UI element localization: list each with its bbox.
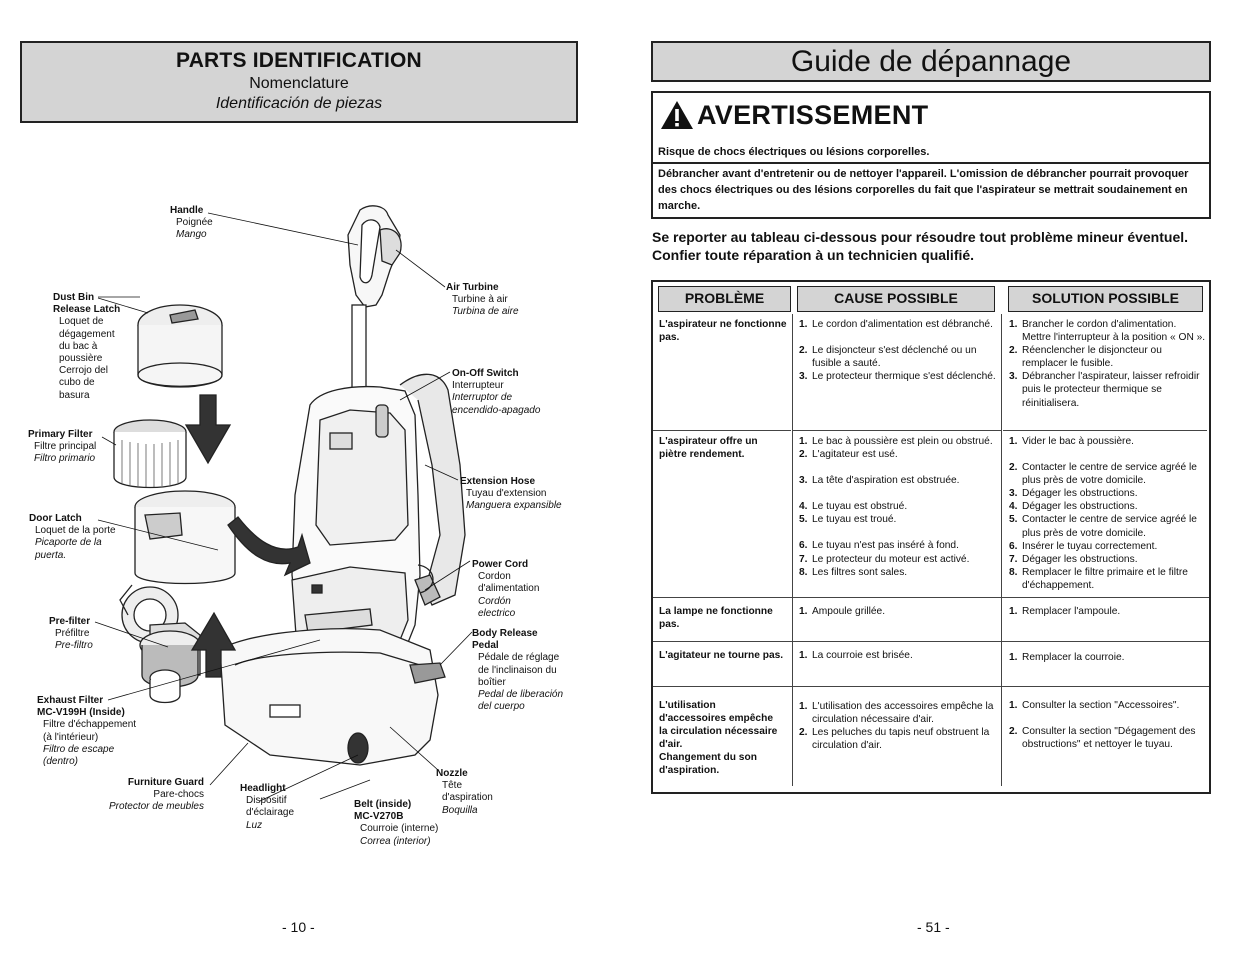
- list-item: 3. Dégager les obstructions.: [1009, 488, 1138, 500]
- label-headlight: Headlight Dispositif d'éclairage Luz: [240, 783, 295, 831]
- list-item: 7. Le protecteur du moteur est activé.: [799, 553, 970, 565]
- label-door-latch: Door Latch Loquet de la porte Picaporte de la puerta.: [29, 513, 116, 561]
- page-title: Guide de dépannage: [651, 41, 1211, 82]
- row-divider: [653, 641, 1209, 642]
- list-item: 3. Le protecteur thermique s'est déclenché.: [799, 371, 996, 383]
- vacuum-parts-diagram: [20, 195, 590, 860]
- column-divider: [792, 314, 793, 786]
- list-item: 2. L'agitateur est usé.: [799, 449, 898, 461]
- column-divider: [1001, 314, 1002, 786]
- page-number-right: - 51 -: [917, 919, 950, 935]
- label-power-cord: Power Cord Cordon d'alimentation Cordón electrico: [472, 559, 540, 619]
- row-divider: [1003, 430, 1207, 431]
- label-body-release-pedal: Body Release Pedal Pédale de réglage de l'inclinaison du boîtier Pedal de liberación del cuerpo: [472, 628, 564, 713]
- row1-problem: L'aspirateur ne fonctionne pas.: [659, 319, 787, 344]
- list-item: 3. Débrancher l'aspirateur, laisser refroidir puis le protecteur thermique se réinitialisera.: [1009, 371, 1200, 409]
- label-on-off-switch: On-Off Switch Interrupteur Interruptor de encendido-apagado: [452, 368, 541, 416]
- parts-subtitle-es: Identificación de piezas: [215, 95, 383, 112]
- list-item: 1. Remplacer l'ampoule.: [1009, 606, 1121, 617]
- parts-title: PARTS IDENTIFICATION: [176, 49, 422, 72]
- header-probleme: PROBLÈME: [658, 286, 791, 312]
- list-item: 4. Dégager les obstructions.: [1009, 501, 1138, 513]
- list-item: 2. Consulter la section "Dégagement des obstructions" et nettoyer le tuyau.: [1009, 726, 1196, 751]
- row4-problem: L'agitateur ne tourne pas.: [659, 650, 784, 661]
- page-number-left: - 10 -: [282, 919, 315, 935]
- list-item: 6. Le tuyau n'est pas inséré à fond.: [799, 540, 959, 552]
- warning-box: [651, 91, 1211, 219]
- list-item: 8. Les filtres sont sales.: [799, 566, 908, 578]
- label-air-turbine: Air Turbine Turbine à air Turbina de aire: [446, 282, 519, 318]
- row-divider: [653, 686, 1209, 687]
- list-item: 6. Insérer le tuyau correctement.: [1009, 540, 1158, 552]
- row5-problem: L'utilisation d'accessoires empêche la circulation nécessaire d'air. Changement du son d'aspiration.: [659, 700, 778, 777]
- label-extension-hose: Extension Hose Tuyau d'extension Manguera expansible: [460, 476, 562, 512]
- list-item: 1. L'utilisation des accessoires empêche la circulation nécessaire d'air.: [799, 701, 994, 726]
- list-item: 8. Remplacer le filtre primaire et le filtre d'échappement.: [1009, 566, 1188, 591]
- label-nozzle: Nozzle Tête d'aspiration Boquilla: [436, 768, 493, 816]
- label-exhaust-filter: Exhaust Filter MC-V199H (Inside) Filtre d'échappement (à l'intérieur) Filtro de escape (dentro): [37, 695, 137, 768]
- list-item: 2. Réenclencher le disjoncteur ou remplacer le fusible.: [1009, 345, 1162, 370]
- header-cause: CAUSE POSSIBLE: [797, 286, 995, 312]
- label-pre-filter: Pre-filter Préfiltre Pre-filtro: [49, 616, 93, 652]
- parts-subtitle-fr: Nomenclature: [249, 75, 349, 92]
- label-handle: Handle Poignée Mango: [170, 205, 213, 241]
- row3-solutions: [1009, 605, 1207, 618]
- list-item: 1. Le bac à poussière est plein ou obstrué.: [799, 436, 993, 447]
- warning-risk: Risque de chocs électriques ou lésions corporelles.: [658, 146, 930, 158]
- label-dust-bin-release-latch: Dust Bin Release Latch Loquet de dégagement du bac à poussière Cerrojo del cubo de basura: [53, 292, 121, 401]
- list-item: 5. Contacter le centre de service agréé le plus près de votre domicile.: [1009, 514, 1197, 539]
- list-item: 1. Ampoule grillée.: [799, 606, 886, 617]
- row2-problem: L'aspirateur offre un piètre rendement.: [659, 436, 758, 461]
- row5-solutions: [1009, 699, 1207, 751]
- parts-identification-header: [20, 41, 578, 123]
- list-item: 2. Contacter le centre de service agréé le plus près de votre domicile.: [1009, 462, 1197, 487]
- header-solution: SOLUTION POSSIBLE: [1008, 286, 1203, 312]
- row3-problem: La lampe ne fonctionne pas.: [659, 606, 773, 631]
- list-item: 1. La courroie est brisée.: [799, 650, 913, 661]
- label-primary-filter: Primary Filter Filtre principal Filtro primario: [28, 429, 97, 465]
- row4-causes: [799, 649, 999, 662]
- row5-causes: [799, 700, 999, 752]
- list-item: 1. Brancher le cordon d'alimentation. Mettre l'interrupteur à la position « ON ».: [1009, 319, 1206, 344]
- warning-body: Débrancher avant d'entretenir ou de nettoyer l'appareil. L'omission de débrancher pourrait provoquer des chocs électriques ou des lésions corporelles du fait que l'aspirateur se mettrait soudainement en marche.: [658, 168, 1189, 212]
- warning-heading: AVERTISSEMENT: [659, 99, 928, 131]
- row2-solutions: [1009, 435, 1207, 592]
- row-divider: [653, 597, 1209, 598]
- row-divider: [793, 430, 1001, 431]
- list-item: 2. Le disjoncteur s'est déclenché ou un fusible a sauté.: [799, 345, 977, 370]
- row4-solutions: [1009, 651, 1207, 664]
- warning-triangle-icon: [659, 99, 695, 131]
- list-item: 3. La tête d'aspiration est obstruée.: [799, 475, 960, 487]
- list-item: 4. Le tuyau est obstrué.: [799, 501, 908, 513]
- row-divider: [653, 430, 791, 431]
- list-item: 1. Le cordon d'alimentation est débranché.: [799, 319, 993, 330]
- intro-text: Se reporter au tableau ci-dessous pour résoudre tout problème mineur éventuel. Confier toute réparation à un technicien qualifié.: [652, 229, 1189, 263]
- troubleshooting-table: [651, 280, 1211, 794]
- row1-solutions: [1009, 318, 1207, 410]
- list-item: 2. Les peluches du tapis neuf obstruent la circulation d'air.: [799, 727, 990, 752]
- list-item: 1. Consulter la section "Accessoires".: [1009, 700, 1180, 711]
- list-item: 5. Le tuyau est troué.: [799, 514, 897, 526]
- row1-causes: [799, 318, 999, 383]
- warning-divider: [653, 162, 1209, 164]
- row2-causes: [799, 435, 999, 579]
- list-item: 1. Remplacer la courroie.: [1009, 652, 1125, 663]
- list-item: 1. Vider le bac à poussière.: [1009, 436, 1134, 447]
- label-furniture-guard: Furniture Guard Pare-chocs Protector de meubles: [108, 777, 204, 813]
- row3-causes: [799, 605, 999, 618]
- label-belt: Belt (inside) MC-V270B Courroie (interne) Correa (interior): [354, 799, 439, 847]
- list-item: 7. Dégager les obstructions.: [1009, 553, 1138, 565]
